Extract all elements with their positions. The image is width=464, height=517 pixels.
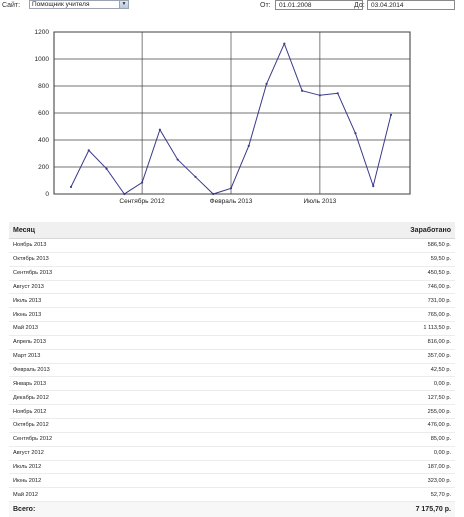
month-cell: Сентябрь 2013 [9,266,224,280]
data-point [248,145,250,147]
from-label: От: [260,2,271,9]
to-label: До: [354,2,365,9]
month-cell: Октябрь 2012 [9,418,224,432]
month-cell: Февраль 2013 [9,363,224,377]
earned-cell: 323,00 р. [224,474,455,488]
total-row [9,502,455,517]
earned-cell: 1 113,50 р. [224,322,455,336]
table-row [9,405,455,419]
earned-cell: 746,00 р. [224,280,455,294]
data-point [105,168,107,170]
chevron-down-icon[interactable]: ▼ [119,1,128,8]
month-cell: Июнь 2012 [9,474,224,488]
table-row [9,294,455,308]
data-point [319,94,321,96]
table-row [9,446,455,460]
data-point [301,90,303,92]
data-point [354,132,356,134]
site-select-value: Помощник учителя [32,1,90,8]
table-row [9,432,455,446]
table-row [9,460,455,474]
x-tick-label: Сентябрь 2012 [119,198,165,205]
table-row [9,474,455,488]
to-date-input[interactable]: 03.04.2014 [367,0,455,10]
month-cell: Март 2013 [9,349,224,363]
month-cell: Май 2013 [9,322,224,336]
month-cell: Ноябрь 2013 [9,239,224,253]
earned-cell: 52,70 р. [224,488,455,502]
month-cell: Август 2012 [9,446,224,460]
table-row [9,391,455,405]
month-cell: Декабрь 2012 [9,391,224,405]
earned-cell: 357,00 р. [224,349,455,363]
month-cell: Июнь 2013 [9,308,224,322]
month-cell: Август 2013 [9,280,224,294]
data-point [123,193,125,195]
total-label: Всего: [9,502,224,517]
table-row [9,239,455,253]
table-row [9,418,455,432]
data-point [212,193,214,195]
data-point [141,181,143,183]
data-point [265,83,267,85]
table-row [9,335,455,349]
month-cell: Май 2012 [9,488,224,502]
earned-cell: 85,00 р. [224,432,455,446]
earnings-table [9,222,455,517]
earned-cell: 450,50 р. [224,266,455,280]
data-point [390,114,392,116]
data-point [159,129,161,131]
filter-bar [0,0,464,14]
data-point [283,43,285,45]
earned-cell: 0,00 р. [224,446,455,460]
month-cell: Сентябрь 2012 [9,432,224,446]
y-tick-label: 800 [38,83,49,90]
table-row [9,252,455,266]
table-row [9,322,455,336]
x-tick-label: Февраль 2013 [209,198,253,205]
data-point [88,149,90,151]
table-row [9,488,455,502]
month-cell: Июль 2013 [9,294,224,308]
data-point [194,176,196,178]
earned-cell: 765,00 р. [224,308,455,322]
x-tick-label: Июль 2013 [303,198,337,205]
y-tick-label: 1200 [34,29,49,36]
column-header-earned: Заработано [224,222,455,239]
earned-cell: 0,00 р. [224,377,455,391]
data-point [337,92,339,94]
earned-cell: 59,50 р. [224,252,455,266]
y-tick-label: 1000 [34,56,49,63]
month-cell: Ноябрь 2012 [9,405,224,419]
earned-cell: 476,00 р. [224,418,455,432]
y-tick-label: 600 [38,110,49,117]
earned-cell: 42,50 р. [224,363,455,377]
earned-cell: 731,00 р. [224,294,455,308]
table-row [9,280,455,294]
data-point [70,186,72,188]
earned-cell: 816,00 р. [224,335,455,349]
month-cell: Октябрь 2013 [9,252,224,266]
table-row [9,308,455,322]
month-cell: Январь 2013 [9,377,224,391]
table-header-row [9,222,455,239]
data-point [372,185,374,187]
data-point [177,158,179,160]
site-select[interactable] [29,0,129,9]
data-point [230,187,232,189]
table-row [9,363,455,377]
table-row [9,266,455,280]
earned-cell: 255,00 р. [224,405,455,419]
total-value: 7 175,70 р. [224,502,455,517]
y-tick-label: 400 [38,137,49,144]
from-date-input[interactable]: 01.01.2008 [275,0,363,10]
site-label: Сайт: [2,2,21,9]
earned-cell: 187,00 р. [224,460,455,474]
y-tick-label: 0 [45,191,49,198]
earned-cell: 127,50 р. [224,391,455,405]
y-tick-label: 200 [38,164,49,171]
table-row [9,377,455,391]
table-row [9,349,455,363]
column-header-month: Месяц [9,222,224,239]
earned-cell: 586,50 р. [224,239,455,253]
earnings-chart [0,22,464,212]
month-cell: Июль 2012 [9,460,224,474]
month-cell: Апрель 2013 [9,335,224,349]
